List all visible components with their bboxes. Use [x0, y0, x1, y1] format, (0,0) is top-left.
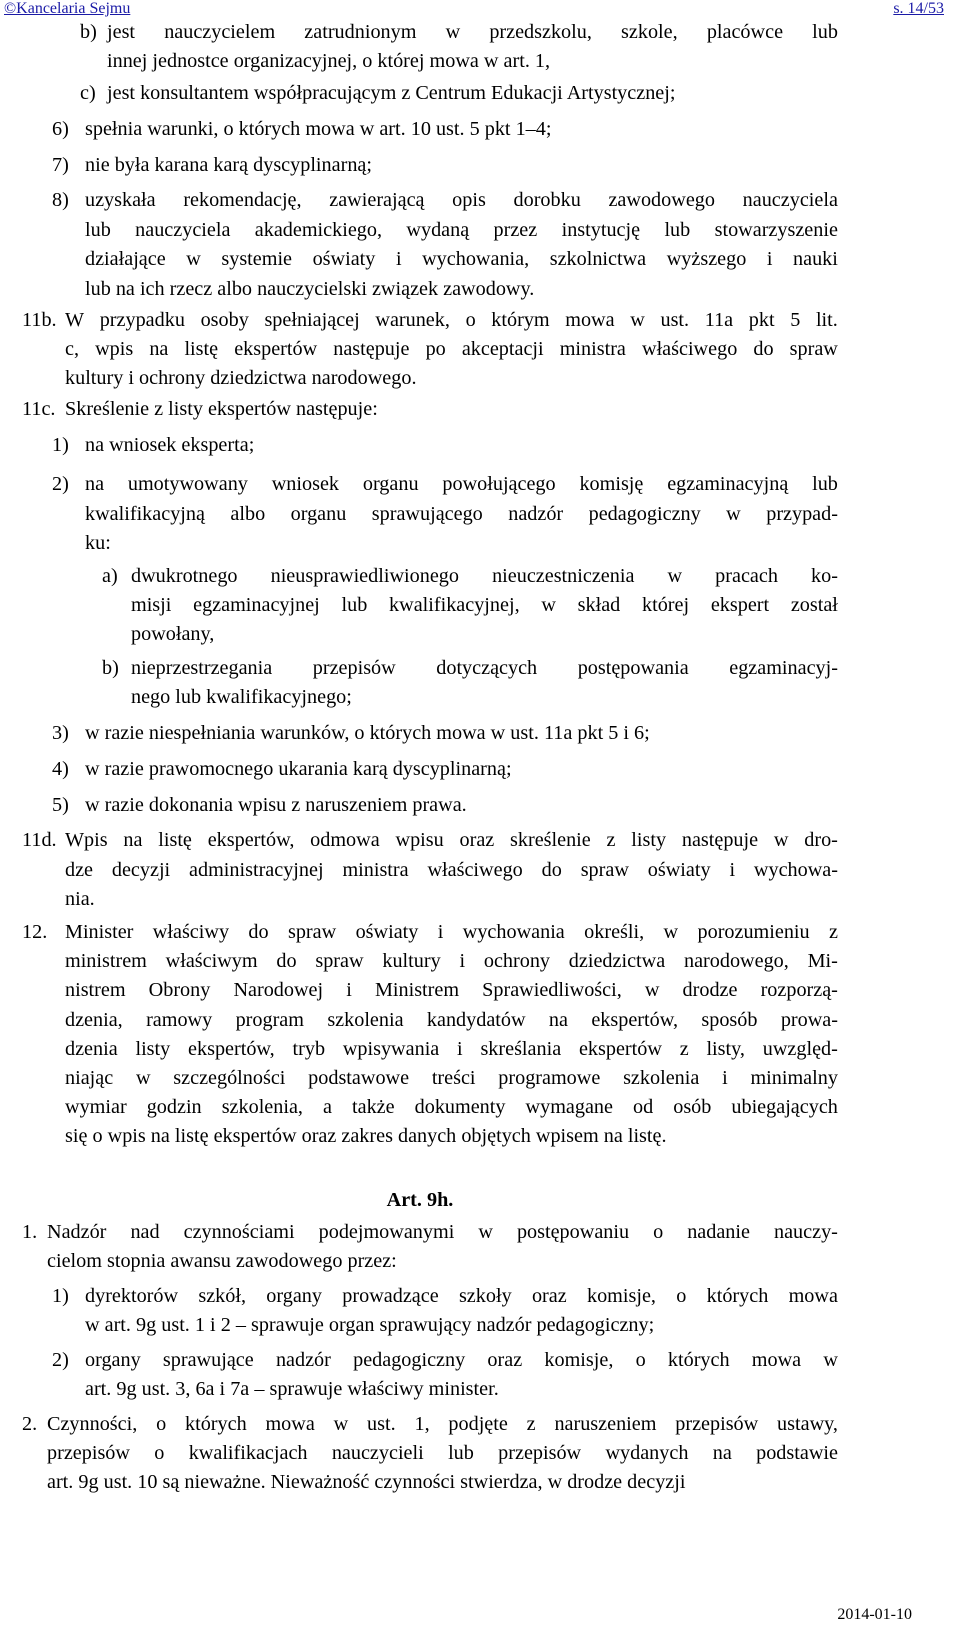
paragraph-number: 1. — [22, 1221, 38, 1243]
paragraph — [52, 186, 838, 304]
text-line: na wniosek eksperta; — [85, 434, 255, 456]
paragraph — [52, 1346, 838, 1404]
paragraph — [22, 306, 838, 393]
text-line: nie była karana karą dyscyplinarną; — [85, 154, 372, 176]
text-line: Wpis na listę ekspertów, odmowa wpisu oraz skreślenie z listy następuje w dro- — [65, 829, 838, 851]
text-line: Skreślenie z listy ekspertów następuje: — [65, 398, 378, 420]
text-line: ministrem właściwym do spraw kultury i ochrony dziedzictwa narodowego, Mi- — [65, 950, 838, 973]
text-line: nieprzestrzegania przepisów dotyczących postępowania egzaminacyj- — [131, 657, 838, 679]
text-line: na umotywowany wniosek organu powołującego komisję egzaminacyjną lub — [85, 473, 838, 495]
paragraph — [52, 150, 838, 180]
header-page-number-link[interactable]: s. 14/53 — [893, 0, 944, 17]
paragraph-number: 7) — [52, 154, 69, 176]
text-line: nistrem Obrony Narodowej i Ministrem Sprawiedliwości, w drodze rozporzą- — [65, 979, 838, 1002]
paragraph — [102, 654, 838, 712]
text-line: niając w szczególności podstawowe treści programowe szkolenia i minimalny — [65, 1067, 838, 1090]
text-line: cielom stopnia awansu zawodowego przez: — [47, 1250, 397, 1272]
paragraph — [52, 470, 838, 559]
text-line: uzyskała rekomendację, zawierającą opis dorobku zawodowego nauczyciela — [85, 189, 838, 211]
text-line: w razie prawomocnego ukarania karą dyscyplinarną; — [85, 758, 512, 780]
text-line: art. 9g ust. 3, 6a i 7a – sprawuje właściwy minister. — [85, 1378, 499, 1400]
header-copyright-link[interactable]: ©Kancelaria Sejmu — [4, 0, 131, 17]
paragraph — [52, 1282, 838, 1340]
paragraph — [52, 754, 838, 784]
paragraph-number: 11b. — [22, 309, 57, 331]
text-line: lub nauczyciela akademickiego, wydaną przez instytucję lub stowarzyszenie — [85, 218, 838, 241]
paragraph-number: 6) — [52, 118, 69, 140]
text-line: spełnia warunki, o których mowa w art. 10 ust. 5 pkt 1–4; — [85, 118, 552, 140]
paragraph-number: 1) — [52, 1285, 69, 1307]
text-line: c, wpis na listę ekspertów następuje po akceptacji ministra właściwego do spraw — [65, 338, 838, 360]
paragraph-number: 11c. — [22, 398, 56, 420]
text-line: kultury i ochrony dziedzictwa narodowego. — [65, 367, 417, 389]
text-line: Czynności, o których mowa w ust. 1, podjęte z naruszeniem przepisów ustawy, — [47, 1413, 838, 1435]
paragraph-number: 8) — [52, 189, 69, 211]
text-line: innej jednostce organizacyjnej, o której mowa w art. 1, — [107, 50, 551, 72]
text-line: dwukrotnego nieusprawiedliwionego nieuczestniczenia w pracach ko- — [131, 565, 838, 587]
text-line: dze decyzji administracyjnej ministra właściwego do spraw oświaty i wychowa- — [65, 858, 838, 881]
text-line: jest nauczycielem zatrudnionym w przedszkolu, szkole, placówce lub — [107, 21, 838, 43]
paragraph — [80, 78, 838, 108]
paragraph-number: a) — [102, 565, 118, 587]
text-line: wymiar godzin szkolenia, a także dokumenty wymagane od osób ubiegających — [65, 1096, 838, 1119]
text-line: w art. 9g ust. 1 i 2 – sprawuje organ sprawujący nadzór pedagogiczny; — [85, 1314, 655, 1336]
text-line: ku: — [85, 532, 111, 554]
paragraph — [52, 114, 838, 144]
text-line: jest konsultantem współpracującym z Centrum Edukacji Artystycznej; — [107, 82, 676, 104]
article-heading: Art. 9h. — [386, 1189, 454, 1211]
text-line: się o wpis na listę ekspertów oraz zakres danych objętych wpisem na listę. — [65, 1125, 667, 1148]
paragraph — [22, 394, 838, 424]
paragraph-number: 1) — [52, 434, 69, 456]
paragraph — [52, 430, 838, 460]
paragraph — [52, 718, 838, 748]
text-line: kwalifikacyjną albo organu sprawującego nadzór pedagogiczny w przypad- — [85, 502, 838, 525]
paragraph-number: 3) — [52, 722, 69, 744]
paragraph — [22, 1218, 838, 1276]
text-line: W przypadku osoby spełniającej warunek, o którym mowa w ust. 11a pkt 5 lit. — [65, 309, 838, 331]
paragraph-number: 2) — [52, 1349, 69, 1371]
paragraph-number: 5) — [52, 794, 69, 816]
paragraph-number: 2) — [52, 473, 69, 495]
paragraph-number: b) — [102, 657, 119, 679]
paragraph-number: 11d. — [22, 829, 57, 851]
footer-date: 2014-01-10 — [837, 1606, 912, 1623]
paragraph — [80, 18, 838, 76]
paragraph-number: b) — [80, 21, 97, 43]
text-line: lub na ich rzecz albo nauczycielski związek zawodowy. — [85, 277, 535, 300]
text-line: dzenia listy ekspertów, tryb wpisywania i skreślania ekspertów z listy, uwzględ- — [65, 1037, 838, 1060]
paragraph-number: 12. — [22, 921, 48, 943]
paragraph-number: c) — [80, 82, 96, 104]
text-line: przepisów o kwalifikacjach nauczycieli lub przepisów wydanych na podstawie — [47, 1442, 838, 1464]
text-line: nego lub kwalifikacyjnego; — [131, 686, 352, 708]
paragraph-number: 2. — [22, 1413, 38, 1435]
text-line: w razie dokonania wpisu z naruszeniem prawa. — [85, 794, 467, 816]
text-line: Nadzór nad czynnościami podejmowanymi w postępowaniu o nadanie nauczy- — [47, 1221, 838, 1243]
text-line: organy sprawujące nadzór pedagogiczny oraz komisje, o których mowa w — [85, 1349, 838, 1371]
text-line: Minister właściwy do spraw oświaty i wychowania określi, w porozumieniu z — [65, 921, 838, 943]
text-line: nia. — [65, 888, 95, 910]
paragraph — [102, 562, 838, 649]
text-line: w razie niespełniania warunków, o których mowa w ust. 11a pkt 5 i 6; — [85, 722, 650, 744]
text-line: art. 9g ust. 10 są nieważne. Nieważność czynności stwierdza, w drodze decyzji — [47, 1471, 686, 1493]
text-line: powołany, — [131, 623, 215, 645]
text-line: dyrektorów szkół, organy prowadzące szkoły oraz komisje, o których mowa — [85, 1285, 838, 1307]
text-line: działające w systemie oświaty i wychowania, szkolnictwa wyższego i nauki — [85, 248, 838, 270]
paragraph — [22, 826, 838, 915]
text-line: misji egzaminacyjnej lub kwalifikacyjnej, w skład której ekspert został — [131, 594, 838, 616]
paragraph — [22, 1410, 838, 1497]
paragraph — [52, 790, 838, 820]
text-line: dzenia, ramowy program szkolenia kandydatów na ekspertów, sposób prowa- — [65, 1008, 838, 1031]
paragraph — [22, 918, 838, 1152]
paragraph-number: 4) — [52, 758, 69, 780]
